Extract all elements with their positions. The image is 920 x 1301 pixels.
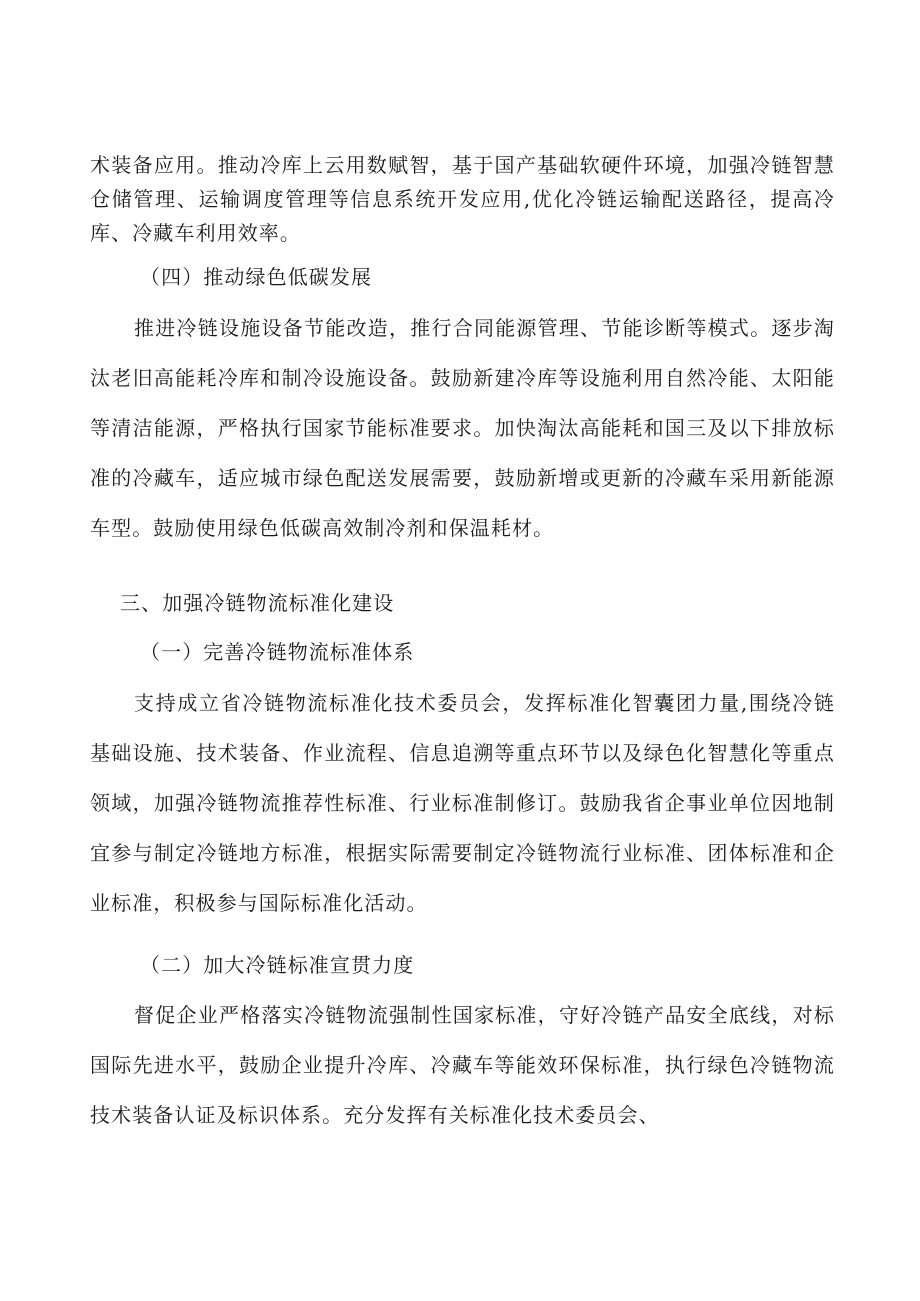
subheading-standard-promotion: （二）加大冷链标准宣贯力度	[140, 953, 415, 977]
paragraph-cold-chain-digitalization: 术装备应用。推动冷库上云用数赋智，基于国产基础软硬件环境，加强冷链智慧仓储管理、运输调度管理等信息系统开发应用,优化冷链运输配送路径，提高冷库、冷藏车利用效率。	[90, 153, 835, 245]
subheading-standard-system: （一）完善冷链物流标准体系	[140, 640, 415, 664]
paragraph-mandatory-standards: 督促企业严格落实冷链物流强制性国家标准，守好冷链产品安全底线，对标国际先进水平，鼓励企业提升冷库、冷藏车等能效环保标准，执行绿色冷链物流技术装备认证及标识体系。充分发挥有关标准化技术委员会、	[90, 1003, 835, 1127]
subheading-green-low-carbon: （四）推动绿色低碳发展	[140, 265, 373, 289]
paragraph-standard-committee: 支持成立省冷链物流标准化技术委员会，发挥标准化智囊团力量,围绕冷链基础设施、技术装备、作业流程、信息追溯等重点环节以及绿色化智慧化等重点领域，加强冷链物流推荐性标准、行业标准制修订。鼓励我省企事业单位因地制宜参与制定冷链地方标准，根据实际需要制定冷链物流行业标准、团体标准和企业标准，积极参与国际标准化活动。	[90, 691, 835, 915]
section-heading-standardization: 三、加强冷链物流标准化建设	[120, 591, 395, 615]
paragraph-energy-saving: 推进冷链设施设备节能改造，推行合同能源管理、节能诊断等模式。逐步淘汰老旧高能耗冷库和制冷设施设备。鼓励新建冷库等设施利用自然冷能、太阳能等清洁能源，严格执行国家节能标准要求。加快淘汰高能耗和国三及以下排放标准的冷藏车，适应城市绿色配送发展需要，鼓励新增或更新的冷藏车采用新能源车型。鼓励使用绿色低碳高效制冷剂和保温耗材。	[90, 316, 835, 540]
